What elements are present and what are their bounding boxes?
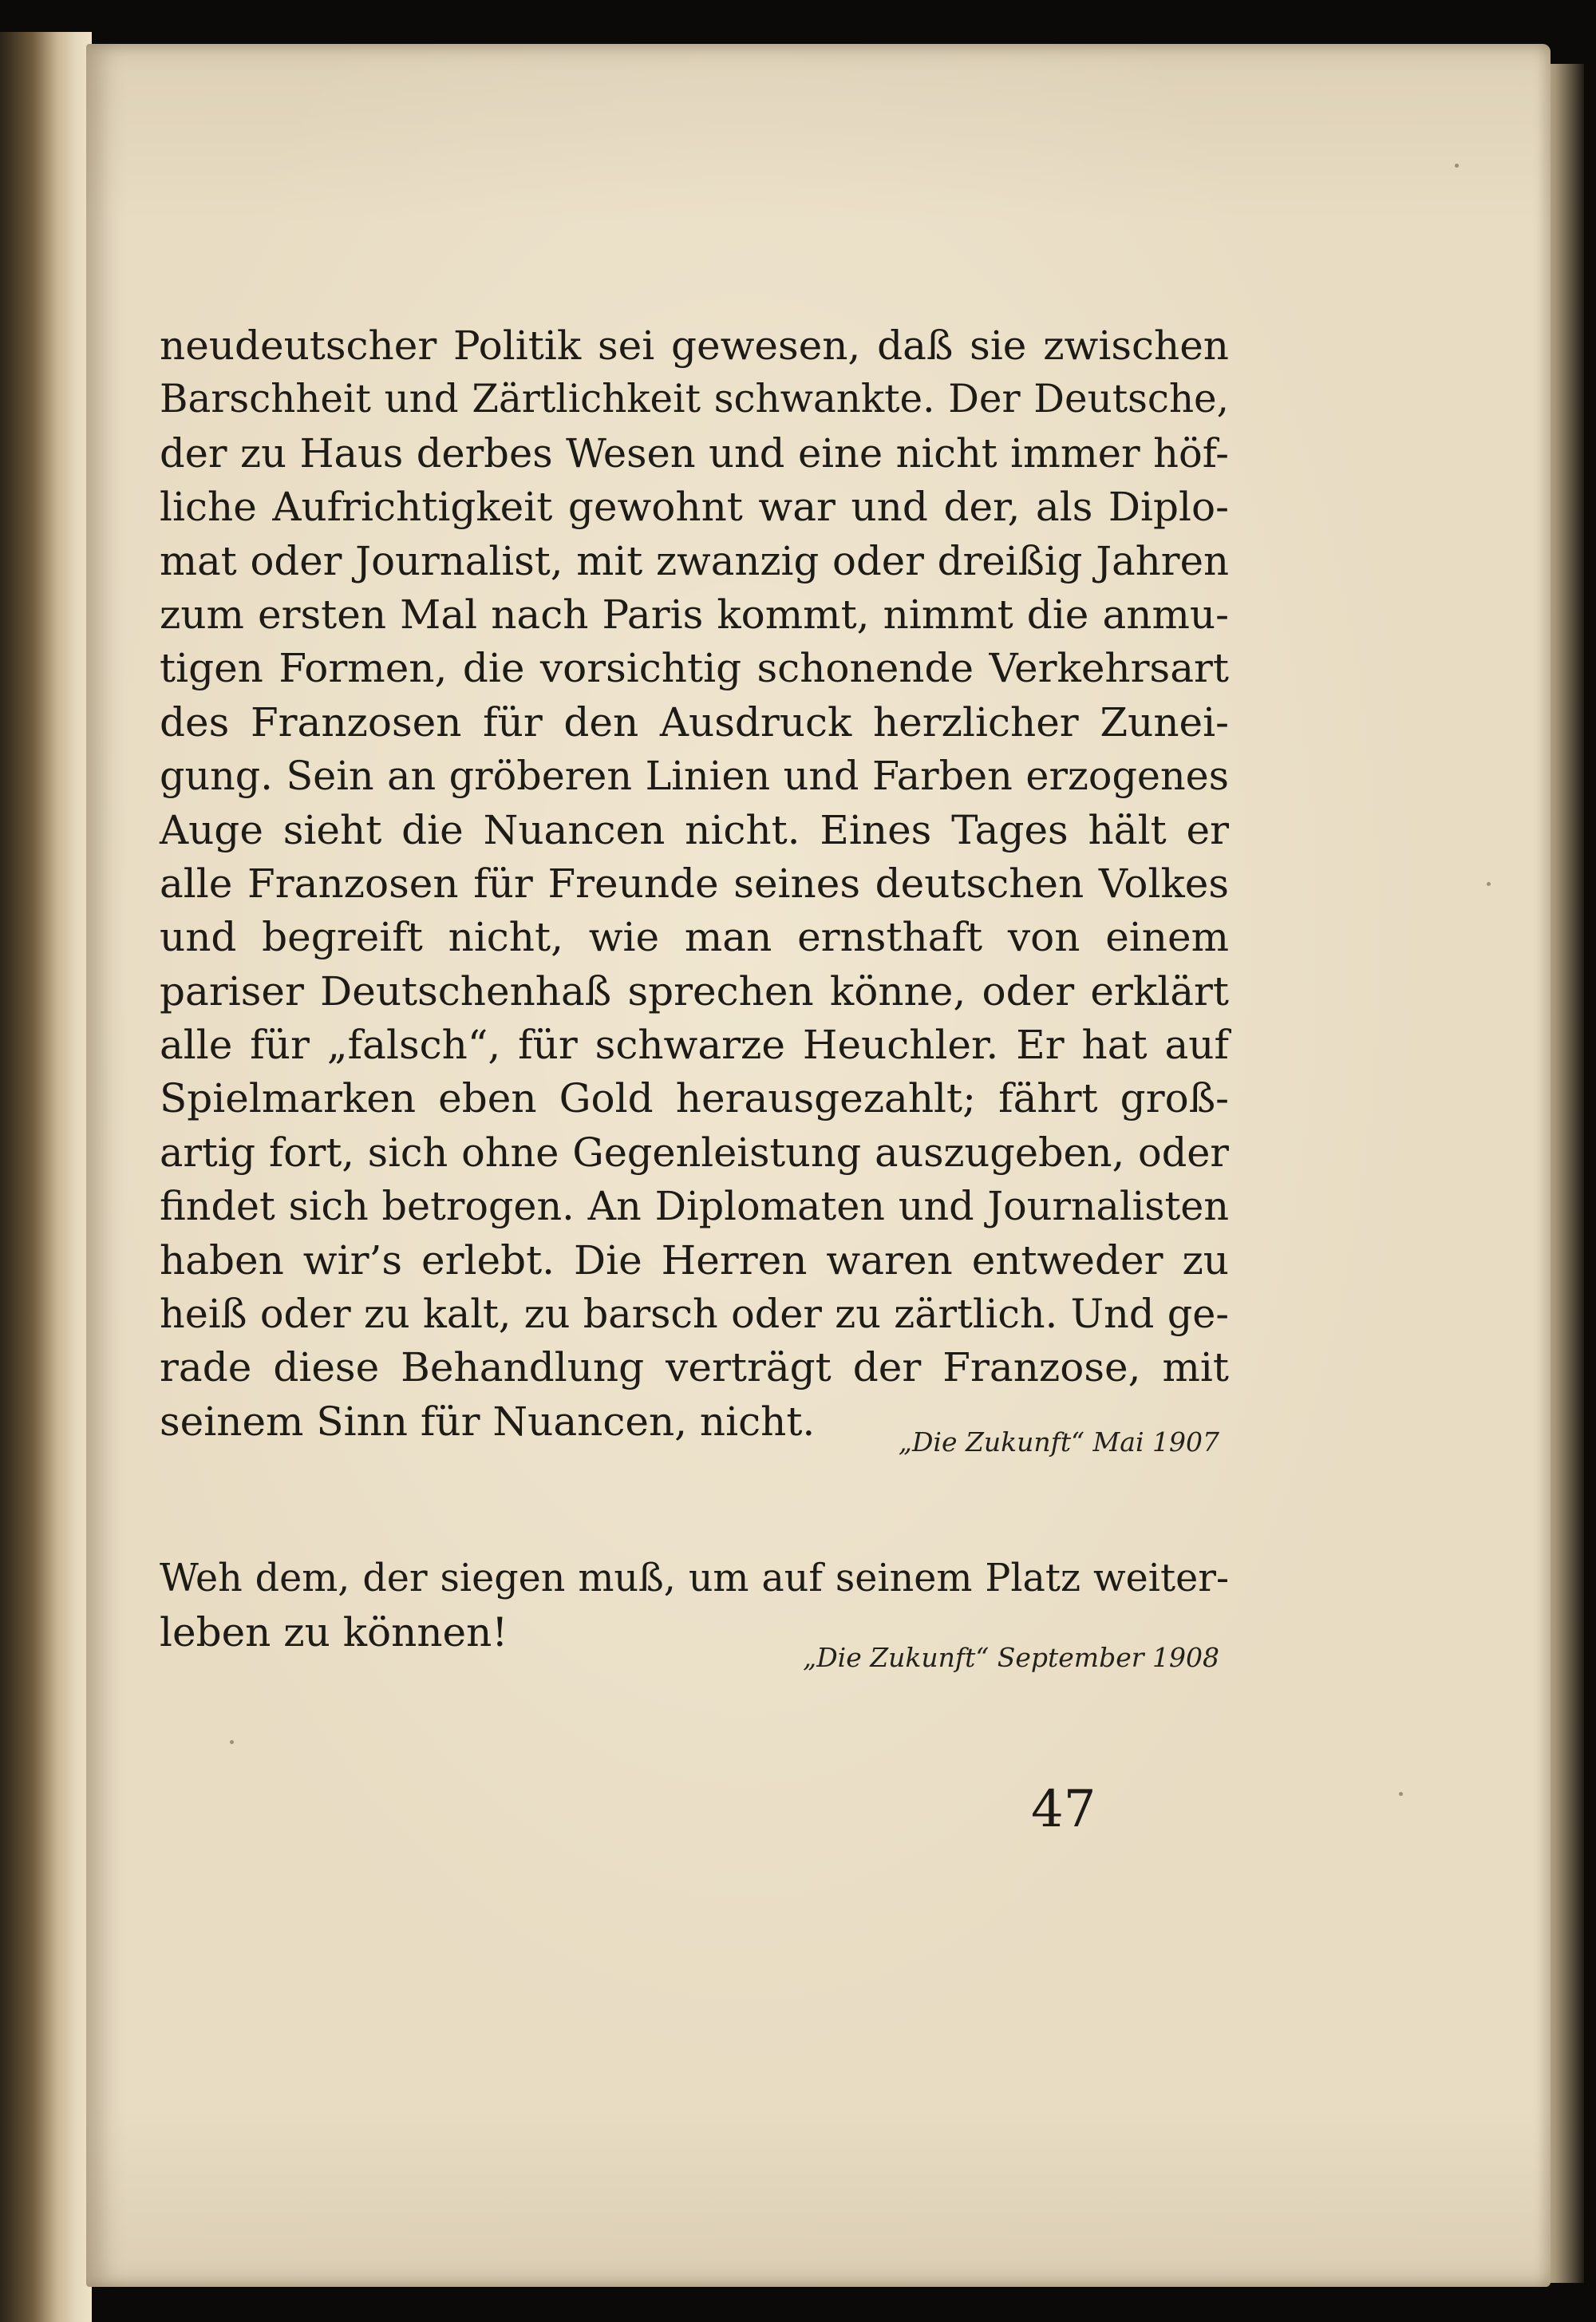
text-line: tigen Formen, die vorsichtig schonende Verkehrsart: [160, 645, 1229, 692]
text-line: seinem Sinn für Nuancen, nicht.: [160, 1398, 816, 1445]
text-line: liche Aufrichtigkeit gewohnt war und der, als Diplo-: [160, 484, 1229, 531]
paragraph-2: [160, 1552, 1229, 1673]
source-citation: „Die Zukunft“ Mai 1907: [898, 1426, 1219, 1458]
text-line: des Franzosen für den Ausdruck herzlicher Zunei-: [160, 698, 1229, 746]
paper-speck: [230, 1740, 234, 1744]
text-line: haben wir’s erlebt. Die Herren waren entweder zu: [160, 1236, 1229, 1284]
text-line: neudeutscher Politik sei gewesen, daß sie zwischen: [160, 322, 1229, 369]
paper-speck: [1455, 164, 1459, 168]
text-line: der zu Haus derbes Wesen und eine nicht immer höf-: [160, 429, 1229, 477]
text-line: gung. Sein an gröberen Linien und Farben erzogenes: [160, 753, 1229, 800]
text-line: pariser Deutschenhaß sprechen könne, oder erklärt: [160, 967, 1229, 1015]
paper-speck: [1399, 1792, 1403, 1796]
text-line: Auge sieht die Nuancen nicht. Eines Tages hält er: [160, 806, 1229, 853]
text-line: rade diese Behandlung verträgt der Franzose, mit: [160, 1344, 1229, 1391]
text-line: alle Franzosen für Freunde seines deutschen Volkes: [160, 860, 1229, 907]
book-spine-shadow: [0, 32, 92, 2322]
page-text: [160, 319, 1229, 1673]
source-citation: „Die Zukunft“ September 1908: [803, 1641, 1219, 1673]
text-line: Spielmarken eben Gold herausgezahlt; fährt groß-: [160, 1075, 1229, 1122]
page-number: 47: [1031, 1780, 1096, 1839]
text-line: zum ersten Mal nach Paris kommt, nimmt die anmu-: [160, 591, 1229, 638]
text-line: Barschheit und Zärtlichkeit schwankte. Der Deutsche,: [160, 377, 1229, 422]
paragraph-1: [160, 319, 1229, 1458]
text-line: Weh dem, der siegen muß, um auf seinem Platz weiter-: [160, 1557, 1229, 1601]
text-line: alle für „falsch“, für schwarze Heuchler. Er hat auf: [160, 1022, 1229, 1069]
text-line: artig fort, sich ohne Gegenleistung auszugeben, oder: [160, 1129, 1229, 1176]
text-line: heiß oder zu kalt, zu barsch oder zu zärtlich. Und ge-: [160, 1291, 1229, 1338]
text-line: und begreift nicht, wie man ernsthaft von einem: [160, 914, 1229, 961]
text-line: mat oder Journalist, mit zwanzig oder dreißig Jahren: [160, 537, 1229, 584]
text-line: leben zu können!: [160, 1608, 508, 1655]
text-line: findet sich betrogen. An Diplomaten und Journalisten: [160, 1183, 1229, 1230]
paper-speck: [1487, 882, 1491, 886]
